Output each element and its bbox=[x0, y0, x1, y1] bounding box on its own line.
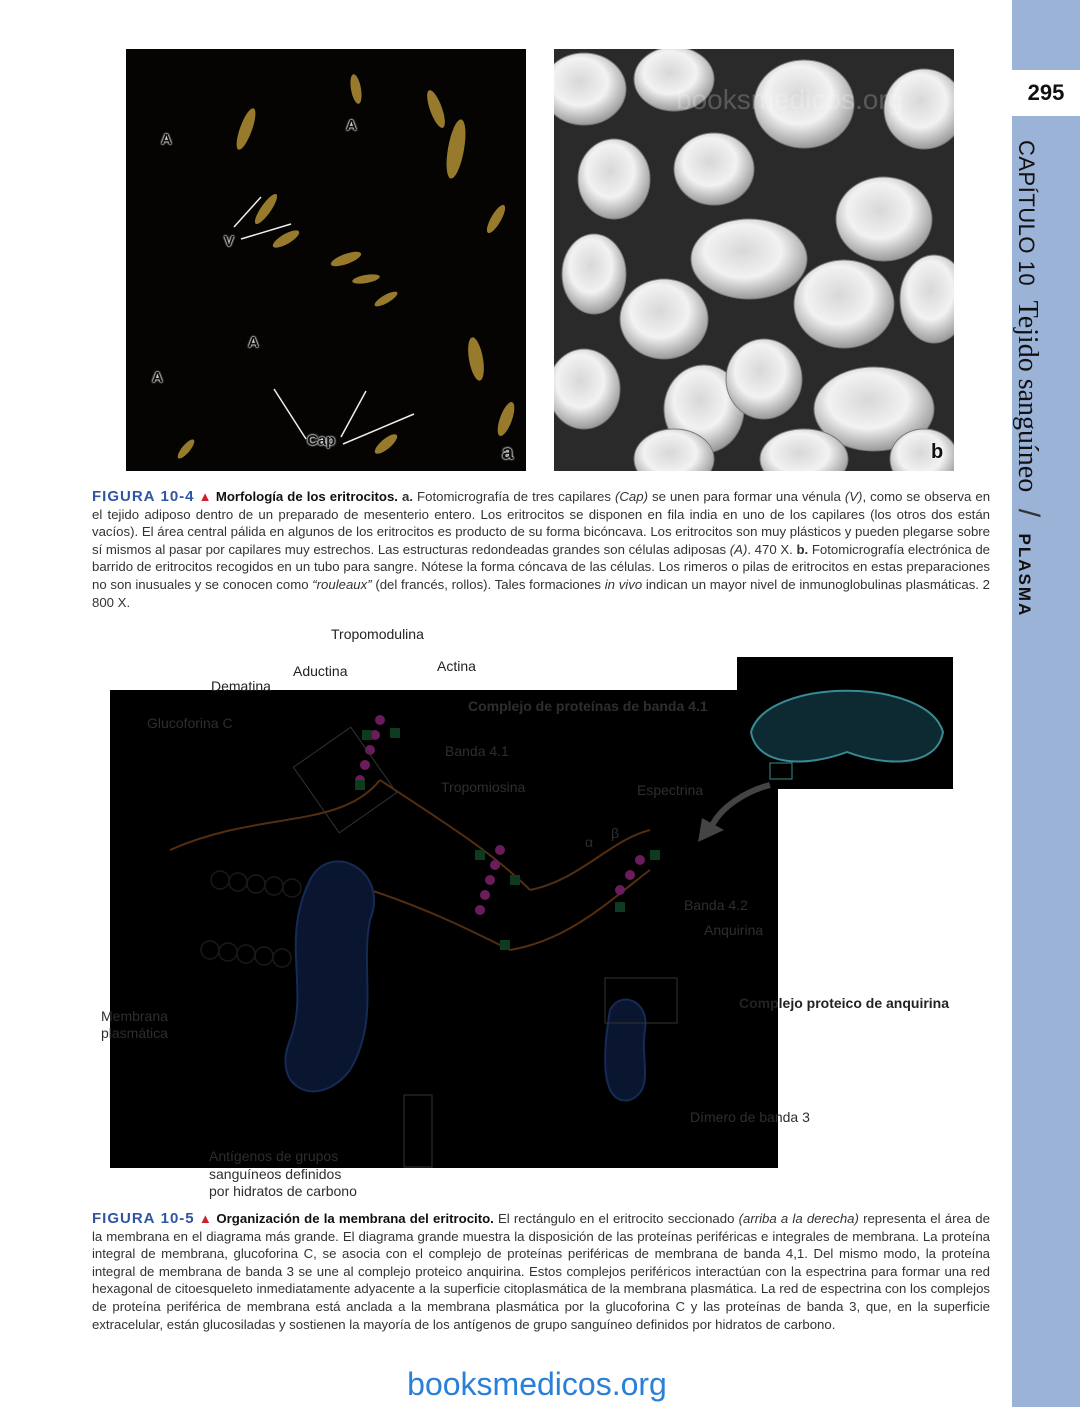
label-complejo-41: Complejo de proteínas de banda 4.1 bbox=[468, 698, 708, 714]
panel-a-label-a3: A bbox=[248, 334, 259, 351]
panel-a-label-v: V bbox=[224, 233, 235, 250]
capillary-micrograph bbox=[126, 49, 526, 471]
chapter-title: Tejido sanguíneo bbox=[1012, 300, 1043, 493]
label-alpha: α bbox=[585, 834, 594, 850]
caption-title: Morfología de los eritrocitos. bbox=[215, 489, 398, 504]
arrow-icon bbox=[690, 780, 780, 850]
label-dimero: Dímero de banda 3 bbox=[690, 1109, 810, 1125]
micrograph-panel-a bbox=[126, 49, 526, 471]
caption-italic: (V) bbox=[844, 489, 863, 504]
label-membrana: Membrana plasmática bbox=[101, 1008, 168, 1041]
caption-italic: (arriba a la derecha) bbox=[738, 1211, 859, 1226]
caption-italic: in vivo bbox=[604, 576, 643, 592]
membrane-illustration bbox=[110, 690, 778, 1168]
caption-text: , como se observa en el tejido adiposo dentro de un preparado de mesenterio entero. Los eritrocitos se disponen en fila india en uno de los capilares (los otros dos están vacíos). El área central pálida en algunos de los eritrocitos es producto de su forma bicóncava. Los eritrocitos son muy plásticos y pueden plegarse sobre sí mismos al pasar por capilares muy estrechos. Las estructuras redondeadas grandes son células adiposas bbox=[92, 489, 991, 557]
label-tropomiosina: Tropomiosina bbox=[441, 779, 526, 795]
panel-a-label-cap: Cap bbox=[307, 432, 336, 449]
caption-text: representa el área de la membrana en el diagrama más grande. El diagrama grande muestra la disposición de las proteínas periféricas e integrales de membrana. La proteína integral de membrana, glucoforina C, se asocia con el complejo de proteínas periféricas de membrana de banda 4,1. Del mismo modo, la proteína integral de membrana de banda 3 se une al complejo proteico anquirina. Estos complejos periféricos interactúan con la espectrina para formar una red hexagonal de citoesqueleto inmediatamente adyacente a la superficie citoplasmática de la membrana plasmática. La red de espectrina con los complejos de proteína periférica de membrana está anclada a la membrana plasmática por la glucoforina C y las proteínas de banda 3, que, en la superficie extracelular, están glucosiladas y sostienen la mayoría de los antígenos de grupo sanguíneo definidos por hidratos de carbono. bbox=[92, 1211, 990, 1332]
label-beta: β bbox=[611, 825, 620, 841]
caption-title: Organización de la membrana del eritrocito. bbox=[216, 1211, 494, 1226]
caption-text: Fotomicrografía electrónica de barrido de eritrocitos recogidos en un tubo para sangre. Nótese la forma cóncava de las células. Los rimeros o pilas de eritrocitos en estas preparaciones no son inusuales y se conocen como bbox=[92, 541, 990, 592]
panel-b-letter: b bbox=[931, 441, 944, 463]
label-actina: Actina bbox=[437, 658, 476, 674]
label-banda-41: Banda 4.1 bbox=[445, 743, 509, 759]
panel-a-label-a1: A bbox=[161, 131, 172, 148]
caption-text: indican un mayor nivel de inmunoglobulinas plasmáticas. 2 800 X. bbox=[92, 576, 991, 610]
section-label: PLASMA bbox=[1015, 533, 1034, 618]
label-aductina: Aductina bbox=[293, 663, 348, 679]
panel-a-letter: a bbox=[502, 442, 514, 464]
label-antigenos: Antígenos de grupos sanguíneos definidos por hidratos de carbono bbox=[209, 1148, 357, 1199]
chapter-running-title bbox=[1011, 140, 1045, 617]
figure-label: FIGURA 10-5 bbox=[92, 1210, 195, 1227]
figure-10-4-caption bbox=[92, 488, 990, 611]
watermark-text: booksmedicos.org bbox=[676, 84, 904, 115]
membrane-diagram bbox=[110, 690, 778, 1168]
caption-text: . 470 X. bbox=[747, 541, 797, 557]
chapter-label: CAPÍTULO 10 bbox=[1014, 140, 1039, 287]
triangle-icon: ▲ bbox=[198, 1211, 213, 1226]
caption-italic: “rouleaux” bbox=[312, 576, 372, 592]
sectioned-erythrocyte bbox=[737, 657, 953, 789]
title-divider: / bbox=[1012, 508, 1045, 518]
caption-part-b: b. bbox=[796, 541, 809, 557]
label-banda-42: Banda 4.2 bbox=[684, 897, 748, 913]
label-anquirina: Anquirina bbox=[704, 922, 764, 938]
caption-text: El rectángulo en el eritrocito seccionado bbox=[493, 1211, 739, 1226]
page-number: 295 bbox=[1027, 80, 1065, 105]
caption-text: se unen para formar una vénula bbox=[647, 489, 845, 504]
caption-italic: (A) bbox=[729, 541, 748, 557]
side-tab-top bbox=[1012, 0, 1080, 70]
label-glucoforina: Glucoforina C bbox=[147, 715, 233, 731]
caption-part-a: a. bbox=[402, 489, 414, 504]
label-espectrina: Espectrina bbox=[637, 782, 704, 798]
label-tropomodulina: Tropomodulina bbox=[331, 626, 424, 642]
caption-text: Fotomicrografía de tres capilares bbox=[413, 489, 615, 504]
caption-text: (del francés, rollos). Tales formaciones bbox=[371, 576, 605, 592]
label-complejo-anquirina: Complejo proteico de anquirina bbox=[739, 995, 950, 1011]
caption-italic: (Cap) bbox=[614, 489, 648, 504]
panel-a-label-a4: A bbox=[152, 369, 163, 386]
triangle-icon: ▲ bbox=[198, 489, 212, 504]
erythrocyte-inset bbox=[737, 657, 953, 789]
figure-label: FIGURA 10-4 bbox=[92, 488, 195, 505]
footer-link[interactable]: booksmedicos.org bbox=[407, 1366, 667, 1402]
figure-10-5-caption bbox=[92, 1210, 990, 1333]
panel-a-label-a2: A bbox=[346, 117, 357, 134]
label-dematina: Dematina bbox=[211, 678, 271, 694]
